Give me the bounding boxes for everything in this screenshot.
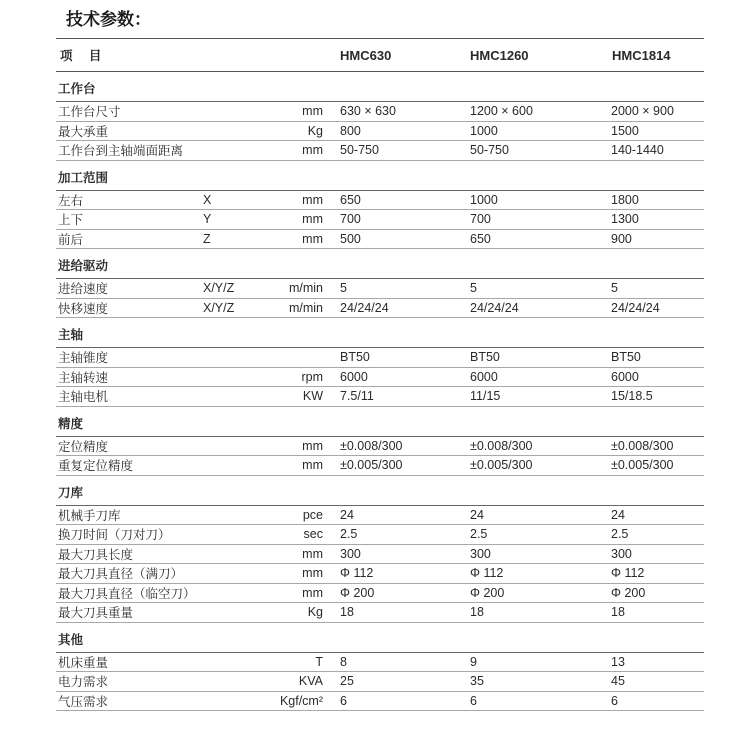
row-value-model-1: 50-750 — [340, 143, 379, 157]
row-name: 工作台尺寸 — [58, 104, 121, 119]
row-unit: mm — [302, 566, 323, 580]
table-row — [56, 603, 704, 623]
row-unit: m/min — [288, 281, 323, 295]
row-name: 最大刀具直径（临空刀） — [58, 585, 196, 601]
row-value-model-2: 1000 — [470, 192, 498, 207]
row-value-model-3: 24/24/24 — [611, 300, 660, 315]
row-value-model-2: 24 — [470, 507, 484, 522]
row-value-model-2: 300 — [470, 546, 491, 561]
row-value-model-2: 2.5 — [470, 527, 488, 541]
section-title: 刀库 — [58, 484, 84, 500]
header-item-label: 项 目 — [60, 48, 108, 63]
row-value-model-1: 18 — [340, 605, 354, 619]
table-row — [56, 525, 704, 545]
table-row — [56, 368, 704, 388]
row-unit: mm — [302, 585, 323, 600]
table-row — [56, 102, 704, 122]
row-axis: Y — [203, 212, 212, 226]
row-value-model-3: BT50 — [611, 350, 641, 364]
row-name: 电力需求 — [58, 674, 109, 689]
row-value-model-3: 24 — [611, 507, 625, 522]
row-value-model-2: 35 — [470, 674, 484, 688]
row-value-model-1: 6000 — [340, 369, 368, 384]
row-unit: mm — [302, 212, 323, 226]
row-value-model-2: ±0.008/300 — [470, 438, 533, 453]
section-title: 其他 — [58, 631, 84, 647]
section-heading — [56, 72, 704, 102]
section-title: 加工范围 — [58, 169, 109, 185]
row-value-model-1: 300 — [340, 546, 361, 561]
row-value-model-3: 18 — [611, 605, 625, 619]
header-model-2: HMC1260 — [470, 48, 529, 63]
row-name: 最大刀具直径（满刀） — [58, 566, 184, 581]
row-name: 前后 — [58, 231, 84, 247]
spec-table — [56, 38, 704, 711]
row-value-model-1: Φ 200 — [340, 585, 375, 600]
row-value-model-3: Φ 112 — [611, 566, 645, 580]
row-axis: Z — [203, 231, 211, 246]
row-unit: sec — [303, 527, 323, 541]
section-heading — [56, 161, 704, 191]
row-unit: Kgf/cm² — [279, 693, 323, 708]
row-unit: m/min — [288, 300, 323, 315]
row-value-model-2: 9 — [470, 654, 477, 669]
row-value-model-3: Φ 200 — [611, 585, 646, 600]
row-value-model-2: ±0.005/300 — [470, 458, 533, 472]
row-name: 定位精度 — [58, 438, 109, 454]
row-name: 机床重量 — [58, 654, 109, 670]
row-value-model-1: 6 — [340, 693, 347, 708]
table-row — [56, 348, 704, 368]
row-value-model-3: 300 — [611, 546, 632, 561]
section-heading — [56, 623, 704, 653]
section-title: 工作台 — [58, 81, 96, 96]
table-row — [56, 299, 704, 319]
section-heading — [56, 249, 704, 279]
row-value-model-3: 2.5 — [611, 527, 629, 541]
table-row — [56, 564, 704, 584]
row-name: 主轴转速 — [58, 369, 109, 385]
row-value-model-2: Φ 112 — [470, 566, 504, 580]
header-model-3: HMC1814 — [612, 48, 671, 63]
table-row — [56, 141, 704, 161]
row-unit: mm — [302, 231, 323, 246]
row-unit: Kg — [307, 605, 323, 619]
row-value-model-3: ±0.005/300 — [611, 458, 674, 472]
row-name: 进给速度 — [58, 281, 109, 296]
row-value-model-2: 5 — [470, 281, 477, 295]
row-value-model-2: 50-750 — [470, 143, 509, 157]
table-row — [56, 279, 704, 299]
table-row — [56, 584, 704, 604]
row-value-model-1: 25 — [340, 674, 354, 688]
row-value-model-2: 6000 — [470, 369, 498, 384]
row-value-model-1: 800 — [340, 123, 361, 138]
section-heading — [56, 476, 704, 506]
row-value-model-2: 18 — [470, 605, 484, 619]
row-value-model-2: BT50 — [470, 350, 500, 364]
row-value-model-1: 5 — [340, 281, 347, 295]
row-value-model-3: 6000 — [611, 369, 639, 384]
row-unit: rpm — [301, 369, 323, 384]
row-value-model-3: 13 — [611, 654, 625, 669]
row-unit: pce — [302, 507, 323, 522]
row-value-model-2: 1000 — [470, 123, 498, 138]
row-value-model-1: BT50 — [340, 350, 370, 364]
row-name: 左右 — [58, 192, 84, 208]
row-unit: mm — [302, 546, 323, 561]
row-unit: mm — [302, 192, 323, 207]
page-title: 技术参数： — [66, 10, 151, 30]
row-value-model-1: 700 — [340, 212, 361, 226]
row-value-model-3: ±0.008/300 — [611, 438, 674, 453]
row-value-model-3: 2000 × 900 — [611, 104, 674, 118]
table-row — [56, 545, 704, 565]
row-value-model-2: 24/24/24 — [470, 300, 519, 315]
row-value-model-3: 6 — [611, 693, 618, 708]
row-value-model-3: 1500 — [611, 123, 639, 138]
row-value-model-3: 1300 — [611, 212, 639, 226]
section-heading — [56, 318, 704, 348]
row-value-model-2: 6 — [470, 693, 477, 708]
row-value-model-2: 11/15 — [470, 389, 501, 403]
row-name: 主轴电机 — [58, 389, 109, 404]
row-value-model-3: 1800 — [611, 192, 639, 207]
row-value-model-1: 2.5 — [340, 527, 358, 541]
table-row — [56, 456, 704, 476]
row-axis: X/Y/Z — [203, 281, 235, 295]
section-title: 精度 — [58, 415, 84, 431]
row-name: 机械手刀库 — [58, 507, 121, 523]
row-name: 主轴锥度 — [58, 350, 109, 365]
row-name: 最大刀具重量 — [58, 605, 134, 620]
row-value-model-2: Φ 200 — [470, 585, 505, 600]
row-value-model-1: 8 — [340, 654, 347, 669]
row-value-model-3: 140-1440 — [611, 143, 664, 157]
section-title: 进给驱动 — [58, 258, 109, 273]
row-unit: mm — [302, 143, 323, 157]
row-name: 工作台到主轴端面距离 — [58, 143, 184, 158]
row-unit: KW — [302, 389, 323, 403]
table-row — [56, 437, 704, 457]
row-unit: KVA — [298, 674, 323, 688]
header-model-1: HMC630 — [340, 48, 392, 63]
row-axis: X — [203, 192, 212, 207]
table-row — [56, 210, 704, 230]
row-name: 重复定位精度 — [58, 458, 134, 473]
row-value-model-1: 24/24/24 — [340, 300, 389, 315]
row-name: 最大承重 — [58, 123, 109, 139]
table-header — [56, 38, 704, 72]
row-unit: mm — [302, 438, 323, 453]
row-value-model-2: 1200 × 600 — [470, 104, 533, 118]
row-value-model-1: ±0.008/300 — [340, 438, 403, 453]
row-name: 最大刀具长度 — [58, 546, 134, 562]
table-row — [56, 506, 704, 526]
section-title: 主轴 — [58, 327, 84, 342]
row-unit: mm — [302, 458, 323, 472]
table-row — [56, 672, 704, 692]
row-value-model-1: 24 — [340, 507, 354, 522]
row-value-model-1: Φ 112 — [340, 566, 374, 580]
table-row — [56, 653, 704, 673]
table-row — [56, 387, 704, 407]
row-value-model-1: 650 — [340, 192, 361, 207]
row-value-model-1: 500 — [340, 231, 361, 246]
row-unit: T — [315, 654, 323, 669]
row-value-model-2: 650 — [470, 231, 491, 246]
table-row — [56, 122, 704, 142]
row-name: 上下 — [58, 212, 84, 227]
row-value-model-3: 15/18.5 — [611, 389, 653, 403]
row-axis: X/Y/Z — [203, 300, 235, 315]
row-value-model-2: 700 — [470, 212, 491, 226]
table-row — [56, 230, 704, 250]
row-value-model-3: 45 — [611, 674, 625, 688]
row-value-model-1: ±0.005/300 — [340, 458, 403, 472]
table-row — [56, 692, 704, 712]
row-value-model-1: 7.5/11 — [340, 389, 374, 403]
table-row — [56, 191, 704, 211]
section-heading — [56, 407, 704, 437]
row-value-model-3: 5 — [611, 281, 618, 295]
row-name: 气压需求 — [58, 693, 109, 709]
row-value-model-1: 630 × 630 — [340, 104, 396, 118]
row-unit: mm — [302, 104, 323, 118]
row-name: 快移速度 — [58, 300, 109, 316]
row-name: 换刀时间（刀对刀） — [58, 527, 171, 542]
row-unit: Kg — [307, 123, 323, 138]
row-value-model-3: 900 — [611, 231, 632, 246]
